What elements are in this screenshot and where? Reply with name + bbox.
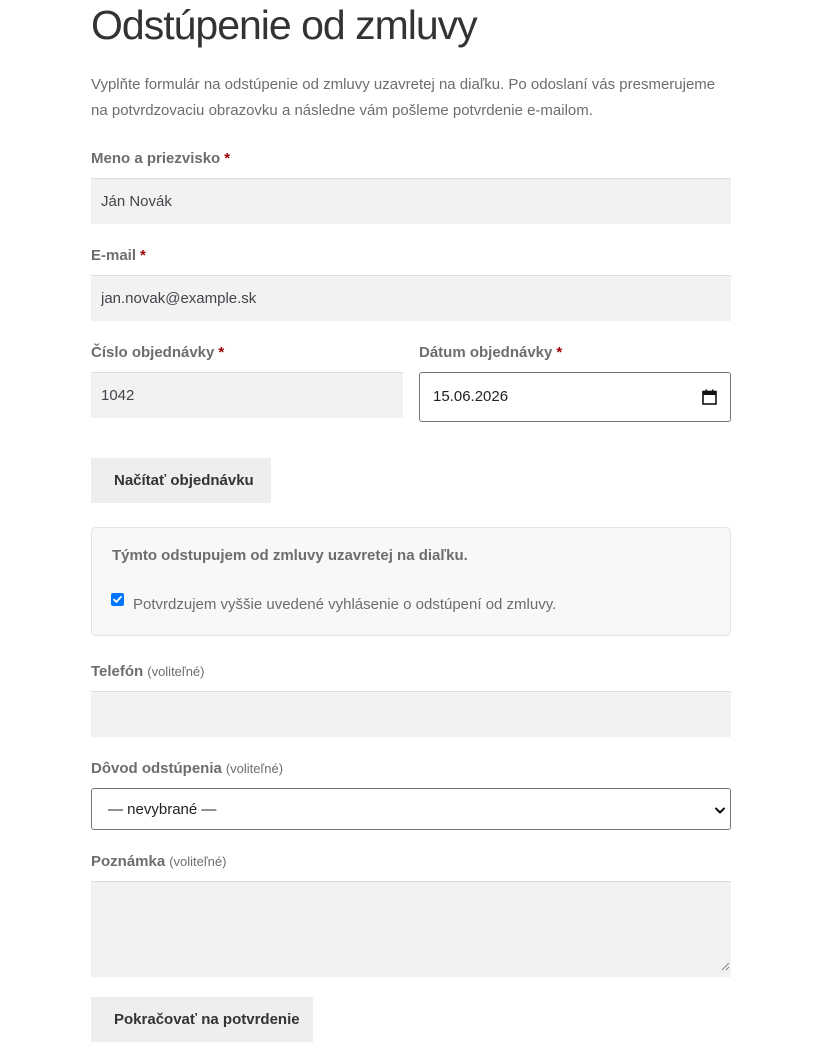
name-label-text: Meno a priezvisko — [91, 150, 221, 167]
email-field[interactable] — [91, 275, 731, 321]
confirm-checkbox[interactable] — [111, 593, 124, 606]
declaration-title: Týmto odstupujem od zmluvy uzavretej na diaľku. — [112, 547, 468, 564]
phone-label-text: Telefón — [91, 663, 144, 680]
phone-label — [91, 662, 205, 682]
intro-text: Vyplňte formulár na odstúpenie od zmluvy uzavretej na diaľku. Po odoslaní vás presmerujeme na potvrdzovaciu obrazovku a následne vám pošleme potvrdenie e-mailom. — [91, 76, 716, 119]
reason-label-text: Dôvod odstúpenia — [91, 760, 222, 777]
load-order-button[interactable]: Načítať objednávku — [91, 458, 271, 503]
required-mark: * — [140, 247, 146, 264]
note-label-text: Poznámka — [91, 853, 166, 870]
continue-button[interactable]: Pokračovať na potvrdenie — [91, 997, 313, 1042]
confirm-checkbox-label[interactable]: Potvrdzujem vyššie uvedené vyhlásenie o odstúpení od zmluvy. — [133, 596, 557, 613]
required-mark: * — [224, 150, 231, 167]
order-number-field[interactable] — [91, 372, 403, 418]
order-number-label — [91, 343, 224, 363]
optional-mark: (voliteľné) — [225, 761, 284, 776]
optional-mark: (voliteľné) — [169, 854, 227, 869]
required-mark: * — [556, 344, 563, 361]
chevron-down-icon — [713, 804, 727, 821]
calendar-icon[interactable] — [702, 389, 717, 405]
order-date-label — [419, 343, 562, 363]
reason-selected-value: — nevybrané — — [108, 801, 217, 818]
name-label — [91, 149, 230, 169]
order-number-label-text: Číslo objednávky — [91, 344, 215, 361]
resize-handle-icon[interactable] — [721, 958, 730, 976]
email-label-text: E-mail — [91, 247, 137, 264]
order-date-value: 15.06.2026 — [433, 388, 509, 405]
name-field[interactable] — [91, 178, 731, 224]
note-textarea[interactable] — [91, 881, 731, 977]
reason-select[interactable] — [91, 788, 731, 830]
page-title: Odstúpenie od zmluvy — [91, 2, 477, 48]
order-date-field[interactable] — [419, 372, 731, 422]
declaration-box — [91, 527, 731, 636]
order-date-label-text: Dátum objednávky — [419, 344, 553, 361]
reason-label — [91, 759, 283, 779]
required-mark: * — [218, 344, 225, 361]
email-label — [91, 246, 146, 266]
phone-field[interactable] — [91, 691, 731, 737]
optional-mark: (voliteľné) — [147, 664, 205, 679]
note-label — [91, 852, 226, 872]
